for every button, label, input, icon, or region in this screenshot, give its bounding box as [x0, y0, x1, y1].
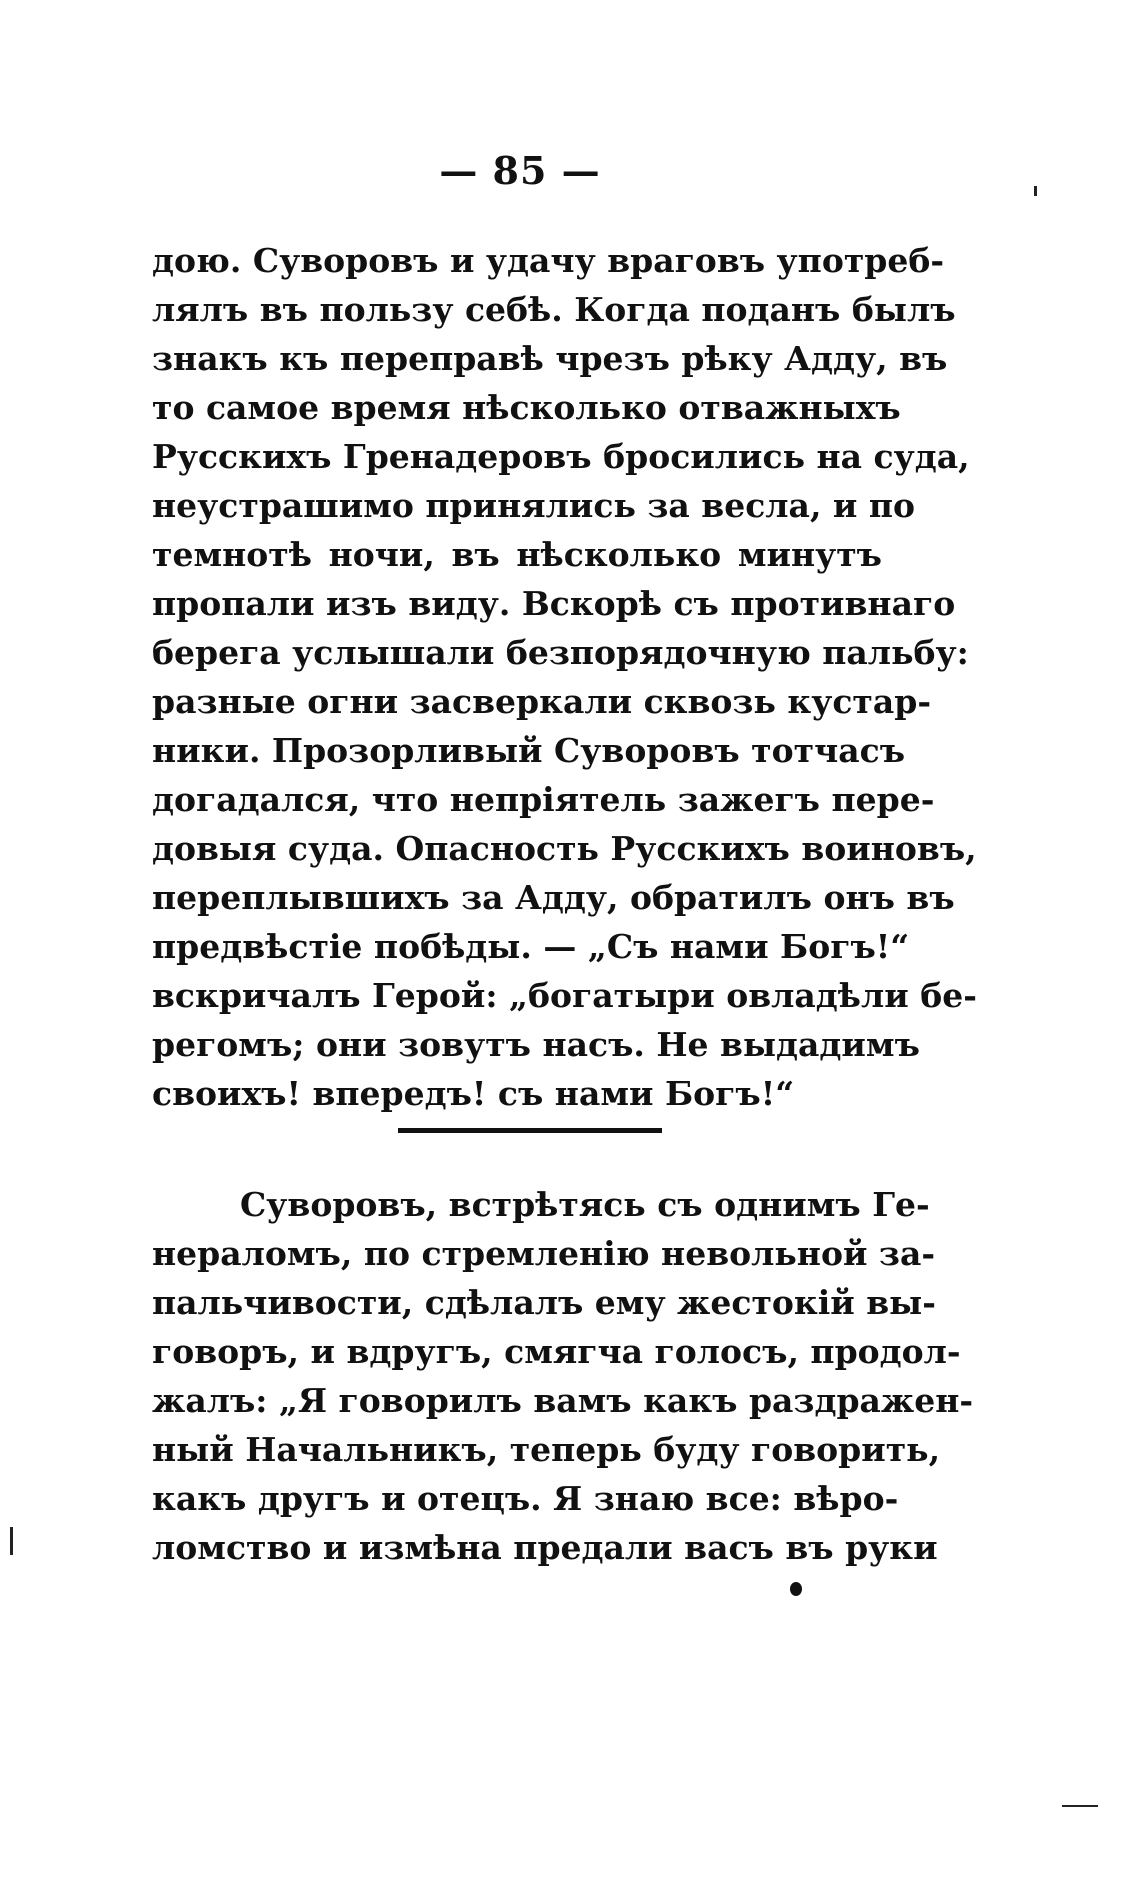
- section-separator: [398, 1128, 662, 1133]
- text-line: ники. Прозорливый Суворовъ тотчасъ: [152, 731, 906, 770]
- text-line: пальчивости, сдѣлалъ ему жестокій вы-: [152, 1283, 936, 1322]
- text-line: какъ другъ и отецъ. Я знаю все: вѣро-: [152, 1479, 899, 1518]
- paragraph-1: [152, 236, 977, 1118]
- scan-edge-mark: [1034, 186, 1037, 196]
- text-line: пропали изъ виду. Вскорѣ съ противнаго: [152, 584, 956, 623]
- text-line: говоръ, и вдругъ, смягча голосъ, продол-: [152, 1332, 961, 1371]
- text-line: Русскихъ Гренадеровъ бросились на суда,: [152, 437, 970, 476]
- scan-edge-mark: [1062, 1805, 1098, 1807]
- paragraph-2: [152, 1180, 974, 1572]
- text-line: дою. Суворовъ и удачу враговъ употреб-: [152, 241, 945, 280]
- text-line: знакъ къ переправѣ чрезъ рѣку Адду, въ: [152, 339, 948, 378]
- text-line: Суворовъ, встрѣтясь съ однимъ Ге-: [240, 1185, 930, 1224]
- text-line: предвѣстіе побѣды. — „Съ нами Богъ!“: [152, 927, 910, 966]
- text-line: догадался, что непріятель зажегъ пере-: [152, 780, 935, 819]
- text-line: своихъ! впередъ! съ нами Богъ!“: [152, 1074, 795, 1113]
- text-line: то самое время нѣсколько отважныхъ: [152, 388, 901, 427]
- text-line: разные огни засверкали сквозь кустар-: [152, 682, 932, 721]
- text-line: ный Начальникъ, теперь буду говорить,: [152, 1430, 941, 1469]
- text-line: довыя суда. Опасность Русскихъ воиновъ,: [152, 829, 977, 868]
- text-line: вскричалъ Герой: „богатыри овладѣли бе-: [152, 976, 977, 1015]
- text-line: переплывшихъ за Адду, обратилъ онъ въ: [152, 878, 955, 917]
- text-line: регомъ; они зовутъ насъ. Не выдадимъ: [152, 1025, 920, 1064]
- text-line: темнотѣ ночи, въ нѣсколько минутъ: [152, 535, 882, 574]
- text-line: жалъ: „Я говорилъ вамъ какъ раздражен-: [152, 1381, 974, 1420]
- catchword-mark: [790, 1582, 802, 1596]
- page-number: — 85 —: [439, 148, 601, 193]
- scan-edge-mark: [10, 1527, 13, 1555]
- text-line: неустрашимо принялись за весла, и по: [152, 486, 916, 525]
- text-line: берега услышали безпорядочную пальбу:: [152, 633, 969, 672]
- text-line: лялъ въ пользу себѣ. Когда поданъ былъ: [152, 290, 956, 329]
- text-line: нераломъ, по стремленію невольной за-: [152, 1234, 936, 1273]
- text-line: ломство и измѣна предали васъ въ руки: [152, 1528, 938, 1567]
